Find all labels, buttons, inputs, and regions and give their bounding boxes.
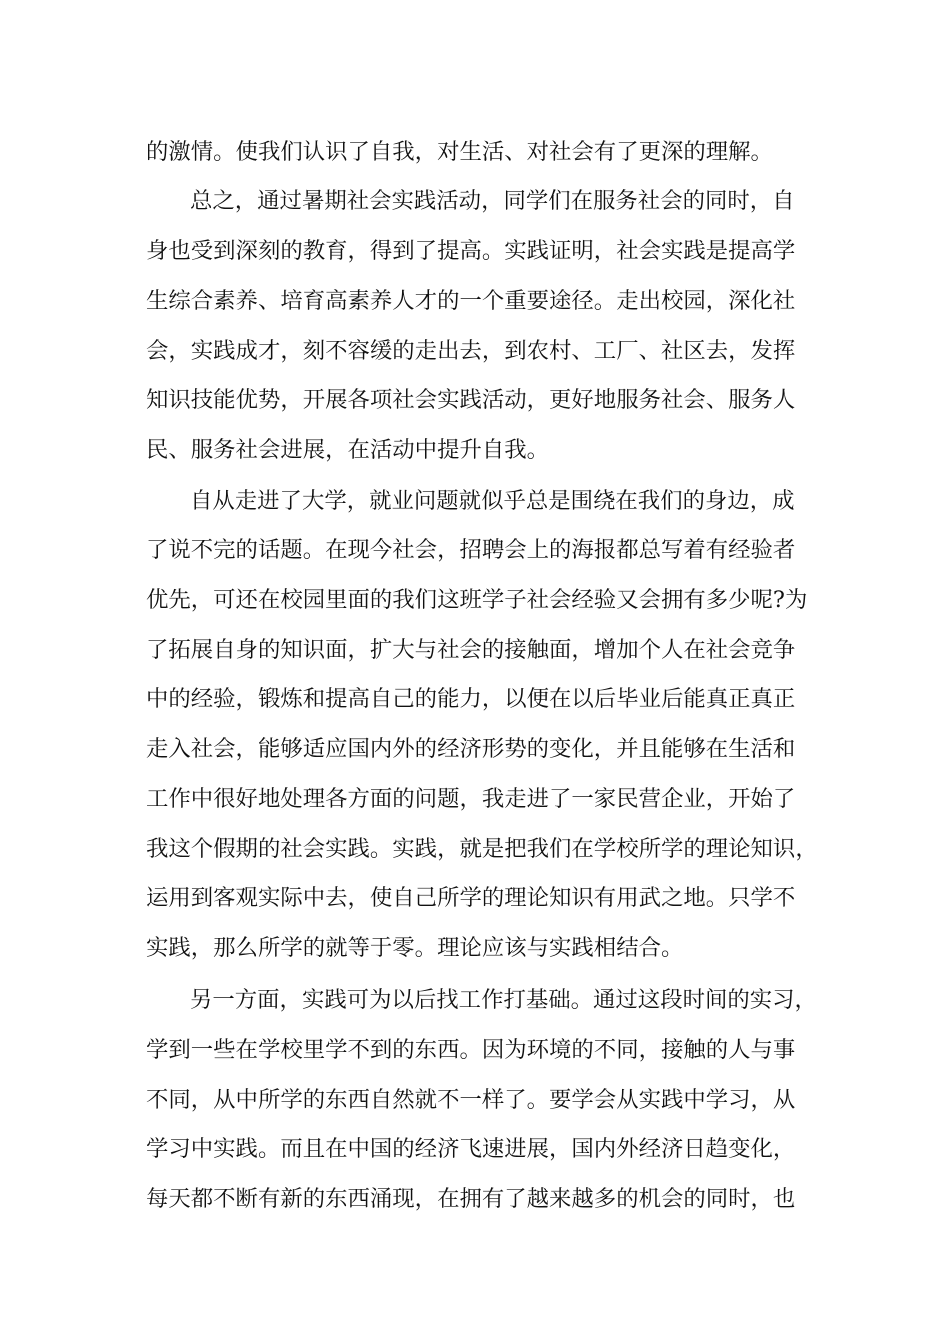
text-line: 中的经验，锻炼和提高自己的能力，以便在以后毕业后能真正真正 xyxy=(146,686,796,712)
text-line: 生综合素养、培育高素养人才的一个重要途径。走出校园，深化社 xyxy=(146,288,796,314)
text-line: 了说不完的话题。在现今社会，招聘会上的海报都总写着有经验者 xyxy=(146,537,796,563)
text-line: 民、服务社会进展，在活动中提升自我。 xyxy=(146,437,550,463)
text-line: 走入社会，能够适应国内外的经济形势的变化，并且能够在生活和 xyxy=(146,736,796,762)
text-line: 知识技能优势，开展各项社会实践活动，更好地服务社会、服务人 xyxy=(146,387,796,413)
text-line: 学到一些在学校里学不到的东西。因为环境的不同，接触的人与事 xyxy=(146,1037,796,1063)
text-line: 身也受到深刻的教育，得到了提高。实践证明，社会实践是提高学 xyxy=(146,238,796,264)
paragraph-first-line: 总之，通过暑期社会实践活动，同学们在服务社会的同时，自 xyxy=(190,188,795,214)
text-line: 实践，那么所学的就等于零。理论应该与实践相结合。 xyxy=(146,935,684,961)
text-line: 工作中很好地处理各方面的问题，我走进了一家民营企业，开始了 xyxy=(146,786,796,812)
text-line: 会，实践成才，刻不容缓的走出去，到农村、工厂、社区去，发挥 xyxy=(146,338,796,364)
text-line: 我这个假期的社会实践。实践，就是把我们在学校所学的理论知识， xyxy=(146,836,818,862)
text-line: 优先，可还在校园里面的我们这班学子社会经验又会拥有多少呢?为 xyxy=(146,587,808,613)
text-line: 运用到客观实际中去，使自己所学的理论知识有用武之地。只学不 xyxy=(146,885,796,911)
paragraph-first-line: 自从走进了大学，就业问题就似乎总是围绕在我们的身边，成 xyxy=(190,488,795,514)
text-line: 的激情。使我们认识了自我，对生活、对社会有了更深的理解。 xyxy=(146,139,773,165)
paragraph-first-line: 另一方面，实践可为以后找工作打基础。通过这段时间的实习， xyxy=(190,987,817,1013)
text-line: 每天都不断有新的东西涌现，在拥有了越来越多的机会的同时，也 xyxy=(146,1186,796,1212)
text-line: 了拓展自身的知识面，扩大与社会的接触面，增加个人在社会竞争 xyxy=(146,637,796,663)
text-line: 不同，从中所学的东西自然就不一样了。要学会从实践中学习，从 xyxy=(146,1087,796,1113)
text-line: 学习中实践。而且在中国的经济飞速进展，国内外经济日趋变化， xyxy=(146,1136,796,1162)
